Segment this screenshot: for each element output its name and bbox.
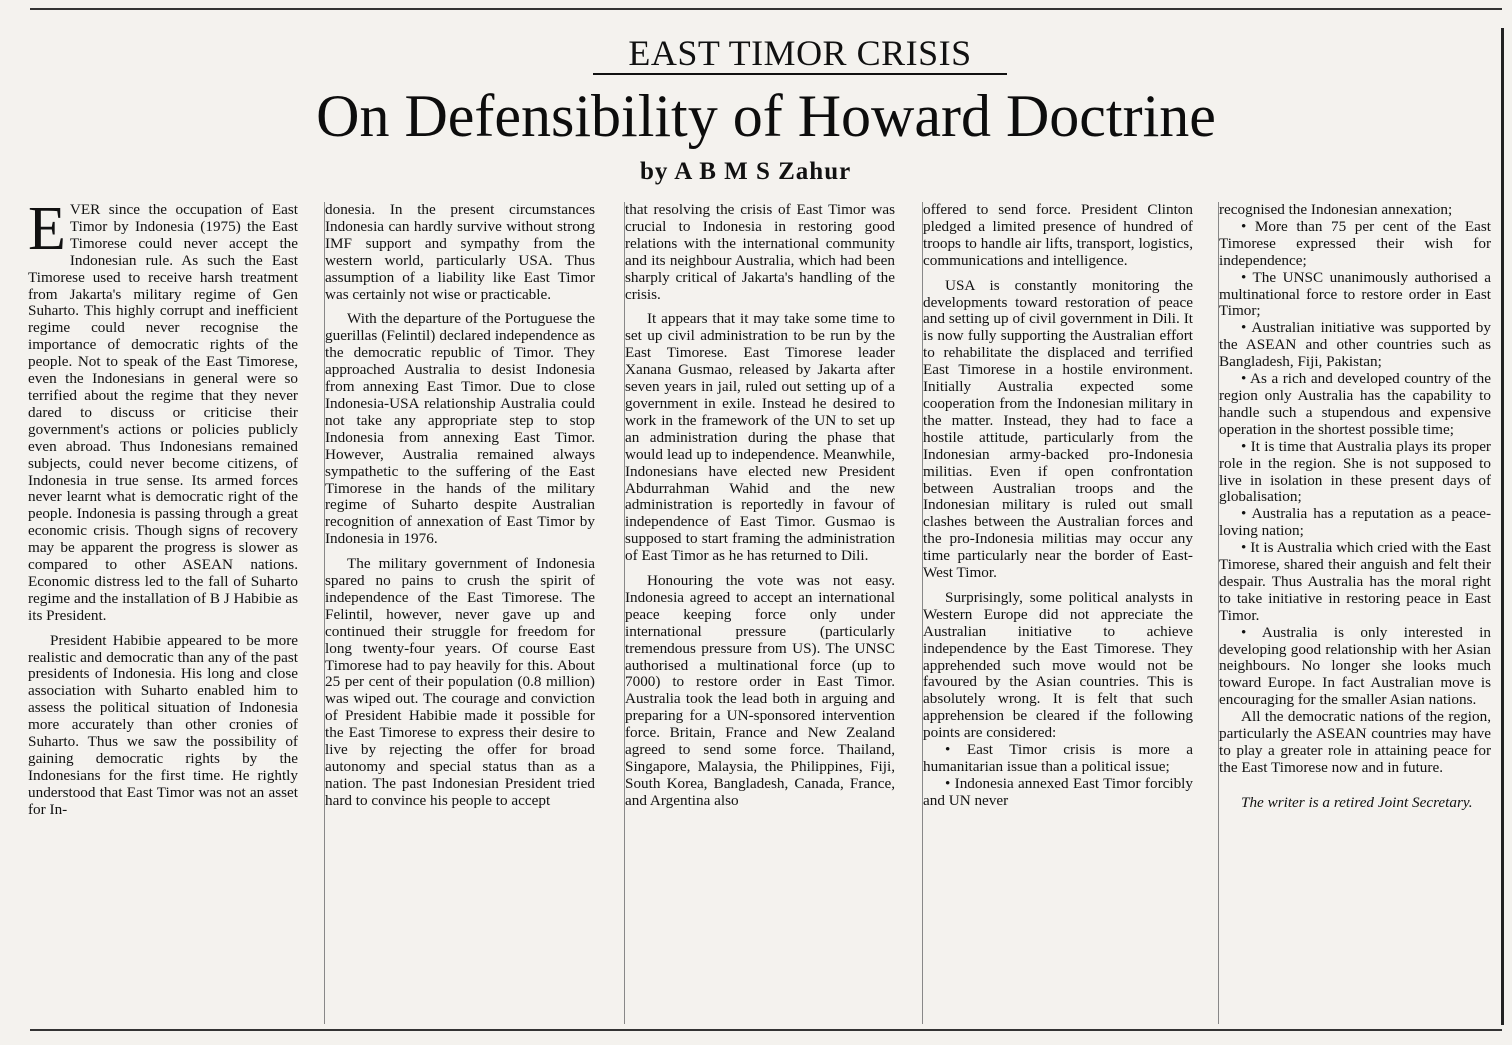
column-2 xyxy=(324,202,595,1024)
bullet-point: • Australian initiative was supported by the ASEAN and other countries such as Bangladesh, Fiji, Pakistan; xyxy=(1219,319,1491,371)
paragraph: donesia. In the present circumstances Indonesia can hardly survive without strong IMF support and sympathy from the western world, particularly USA. Thus assumption of a liability like East Timor was certainly not wise or practicable. xyxy=(325,202,595,303)
paragraph xyxy=(28,202,298,625)
paragraph: All the democratic nations of the region, particularly the ASEAN countries may have to play a greater role in attaining peace for the East Timorese now and in future. xyxy=(1219,708,1491,776)
paragraph: The military government of Indonesia spared no pains to crush the spirit of independence of the East Timorese. The Felintil, however, never gave up and continued their struggle for freedom for long twenty-four years. Of course East Timorese had to pay heavily for this. About 25 per cent of their population (0.8 million) was wiped out. The courage and conviction of President Habibie made it possible for the East Timorese to express their desire to live by rejecting the offer for broad autonomy and special status than as a nation. The past Indonesian President tried hard to convince his people to accept xyxy=(325,555,595,809)
bullet-point: • Australia has a reputation as a peace-loving nation; xyxy=(1219,505,1491,540)
paragraph: Surprisingly, some political analysts in Western Europe did not appreciate the Australian initiative to achieve independence by the East Timorese. They apprehended such move would not be favoured by the Asian countries. This is absolutely wrong. It is felt that such apprehension be cleared if the following points are considered: xyxy=(923,588,1193,742)
paragraph: President Habibie appeared to be more realistic and democratic than any of the past presidents of Indonesia. His long and close association with Suharto enabled him to assess the political situation of Indonesia more accurately than other cronies of Suharto. Thus we saw the possibility of gaining democratic rights by the Indonesians for the first time. He rightly understood that East Timor was not an asset for In- xyxy=(28,631,298,818)
paragraph: USA is constantly monitoring the developments toward restoration of peace and setting up of civil government in Dili. It is now fully supporting the Australian effort to rehabilitate the displaced and terrified East Timorese in a hostile environment. Initially Australia expected some cooperation from the Indonesian military in the matter. Instead, they had to face a hostile attitude, particularly from the Indonesian army-backed pro-Indonesia militias. Even if open confrontation between Australian troops and the Indonesian military is ruled out small clashes between the Australian forces and the pro-Indonesia militias may occur any time particularly near the border of East-West Timor. xyxy=(923,276,1193,582)
top-rule xyxy=(30,8,1502,10)
column-1 xyxy=(28,202,298,1024)
bottom-rule xyxy=(30,1029,1502,1031)
paragraph: It appears that it may take some time to set up civil administration to be run by the East Timorese. East Timorese leader Xanana Gusmao, released by Jakarta after seven years in jail, ruled out setting up of a government in exile. Instead he desired to work in the framework of the UN to set up an administration during the phase that would lead up to independence. Meanwhile, Indonesians have elected new President Abdurrahman Wahid and the new administration is reportedly in favour of independence of East Timor. Gusmao is supposed to start framing the administration of East Timor as he has returned to Dili. xyxy=(625,310,895,565)
paragraph: With the departure of the Portuguese the guerillas (Felintil) declared independence as the democratic republic of Timor. They approached Australia to desist Indonesia from annexing East Timor. Due to close Indonesia-USA relationship Australia could not take any appropriate step to stop Indonesia from annexing East Timor. However, Australia remained always sympathetic to the suffering of the East Timorese in the hands of the military regime of Suharto despite Australian recognition of annexation of East Timor by Indonesia in 1976. xyxy=(325,310,595,548)
kicker-underline xyxy=(593,73,1007,75)
bullet-point: • It is time that Australia plays its proper role in the region. She is not supposed to live in isolation in these present days of globalisation; xyxy=(1219,437,1491,506)
paragraph: offered to send force. President Clinton pledged a limited presence of hundred of troops to handle air lifts, transport, logistics, communications and intelligence. xyxy=(923,202,1193,269)
article-headline: On Defensibility of Howard Doctrine xyxy=(316,83,1216,149)
article-body xyxy=(28,202,1498,1024)
bullet-point: • More than 75 per cent of the East Timorese expressed their wish for independence; xyxy=(1219,217,1491,269)
column-4 xyxy=(922,202,1193,1024)
right-column-rule xyxy=(1501,28,1504,1025)
drop-cap: E xyxy=(28,202,66,263)
paragraph: that resolving the crisis of East Timor was crucial to Indonesia in restoring good relations with the international community and its neighbour Australia, which had been sharply critical of Jakarta's handling of the crisis. xyxy=(625,202,895,303)
bullet-point: • East Timor crisis is more a humanitarian issue than a political issue; xyxy=(923,741,1193,775)
column-5 xyxy=(1218,202,1491,1024)
bullet-point: • The UNSC unanimously authorised a multinational force to restore order in East Timor; xyxy=(1219,268,1491,320)
bullet-point: • It is Australia which cried with the East Timorese, shared their anguish and felt their despair. Thus Australia has the moral right to take initiative in restoring peace in East Timor. xyxy=(1219,539,1491,624)
author-credit: The writer is a retired Joint Secretary. xyxy=(1241,793,1473,811)
bullet-point: • Australia is only interested in developing good relationship with her Asian neighbours. No longer she looks much toward Europe. In fact Australian move is encouraging for the smaller Asian nations. xyxy=(1219,623,1491,709)
paragraph-text: VER since the occupation of East Timor by Indonesia (1975) the East Timorese could never accept the Indonesian rule. As such the East Timorese used to receive harsh treatment from Jakarta's military regime of Gen Suharto. This highly corrupt and inefficient regime could never recognise the importance of democratic rights of the people. Not to speak of the East Timorese, even the Indonesians in general were so terrified about the regime that they never dared to discuss or criticise their government's actions or policies publicly even abroad. Thus Indonesians remained subjects, could never become citizens, of Indonesia in true sense. Its armed forces never learnt what is democratic right of the people. Indonesia is passing through a great economic crisis. Though signs of recovery may be apparent the progress is slower as compared to other ASEAN nations. Economic distress led to the fall of Suharto regime and the installation of B J Habibie as its President. xyxy=(28,202,298,624)
paragraph: recognised the Indonesian annexation; xyxy=(1219,202,1453,218)
section-kicker: EAST TIMOR CRISIS xyxy=(628,33,972,73)
article-byline: by A B M S Zahur xyxy=(640,158,852,185)
column-3 xyxy=(624,202,895,1024)
paragraph: Honouring the vote was not easy. Indonesia agreed to accept an international peace keeping force only under international pressure (particularly tremendous pressure from US). The UNSC authorised a multinational force (up to 7000) to restore order in East Timor. Australia took the lead both in arguing and preparing for a UN-sponsored intervention force. Britain, France and New Zealand agreed to send some force. Thailand, Singapore, Malaysia, the Philippines, Fiji, South Korea, Bangladesh, Canada, France, and Argentina also xyxy=(625,572,895,809)
bullet-point: • As a rich and developed country of the region only Australia has the capability to handle such a stupendous and expensive operation in the shortest possible time; xyxy=(1219,370,1491,438)
bullet-point: • Indonesia annexed East Timor forcibly and UN never xyxy=(923,774,1193,809)
